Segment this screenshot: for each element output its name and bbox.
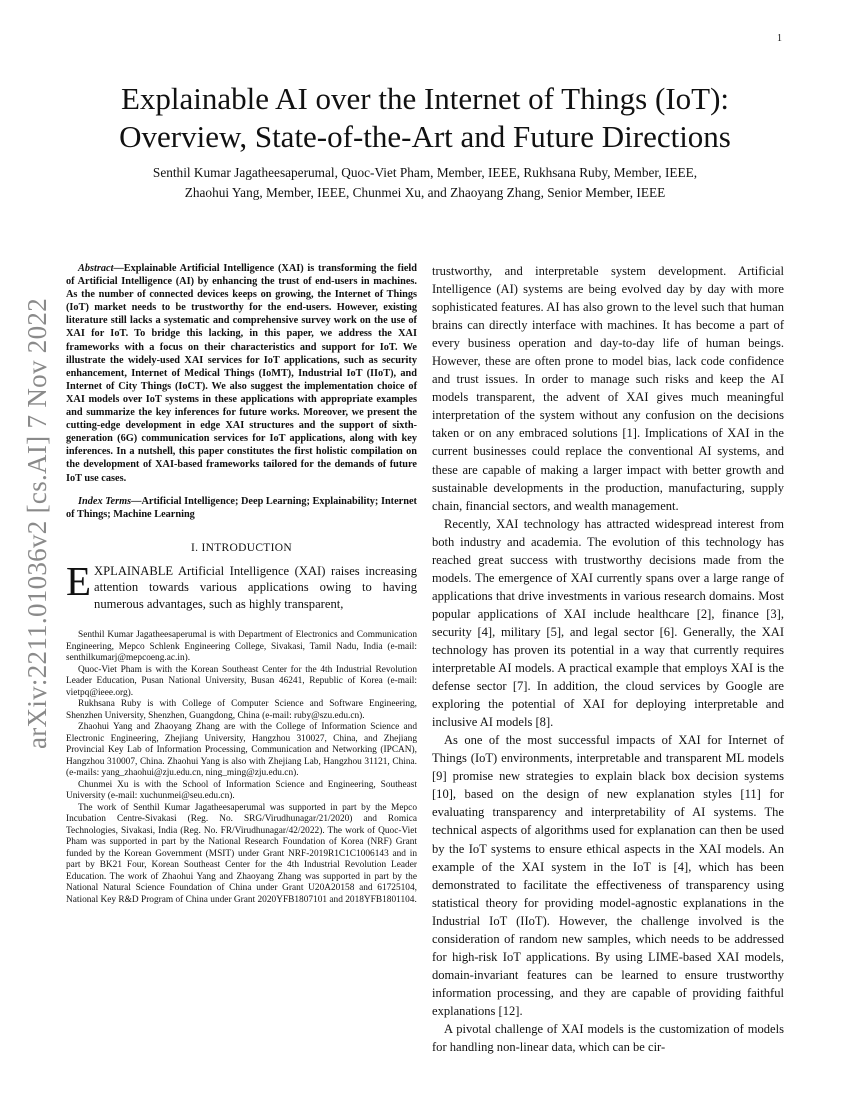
title-line-1: Explainable AI over the Internet of Things (IoT):	[120, 81, 730, 116]
footnote: Quoc-Viet Pham is with the Korean Southeast Center for the 4th Industrial Revolution Leader Education, Pusan National University, Busan 46241, Republic of Korea (e-mail: vietpq@ieee.org).	[66, 664, 417, 698]
abstract-label: Abstract	[78, 263, 114, 274]
footnote: Senthil Kumar Jagatheesaperumal is with Department of Electronics and Communication Engineering, Mepco Schlenk Engineering College, Sivakasi, Tamil Nadu, India (e-mail: senthilkumarj@mepcoeng.ac.in).	[66, 630, 417, 664]
abstract	[66, 262, 417, 485]
intro-text: XPLAINABLE Artificial Intelligence (XAI) raises increasing attention towards various applications owing to having numerous advantages, such as highly transparent,	[94, 563, 417, 611]
body-paragraph: trustworthy, and interpretable system development. Artificial Intelligence (AI) systems are being evolved day by day with more sophisticated features. AI has also grown to the level such that human brains can directly interface with machines. It has become a part of every business operation and day-to-day life of human beings. However, these are often prone to model bias, lack code confidence and trust issues. In order to manage such risks and keep the AI models transparent, the advent of XAI gives much meaningful interpretation of the system without any confusion on the decisions taken or on any embraced solutions [1]. Implications of XAI in the current businesses could replace the conventional AI systems, and these are capable of making a larger impact with better growth and sustainable developments in the production, manufacturing, supply chain, financial sectors, and wealth management.	[432, 264, 784, 513]
footnote: Chunmei Xu is with the School of Information Science and Engineering, Southeast University (e-mail: xuchunmei@seu.edu.cn).	[66, 779, 417, 802]
body-paragraph: As one of the most successful impacts of XAI for Internet of Things (IoT) environments, interpretable and transparent ML models [9] promise new strategies to explain black box decision systems [10], based on the design of new explanation styles [11] for evaluating transparency and interpretability of AI systems. The technical aspects of algorithms used for explanation can then be used by the IoT systems to ensure ethical aspects in the XAI models. An example of the XAI system in the IoT is [4], which has been demonstrated to facilitate the effectiveness of transparency using statistical theory for providing model-agnostic explanations in the Industrial IoT (IIoT). However, the challenge involved is the consideration of random new samples, which needs to be addressed for high-risk IoT applications. By using LIME-based XAI models, domain-invariant features can be learned to ensure trustworthy information processing, and they are capable of providing faithful explanations [12].	[432, 733, 784, 1018]
abstract-text: —Explainable Artificial Intelligence (XAI) is transforming the field of Artificial Intelligence (AI) by enhancing the trust of end-users in machines. As the number of connected devices keeps on growing, the Internet of Things (IoT) market needs to be trustworthy for the end-users. However, existing literature still lacks a systematic and comprehensive survey work on the use of XAI for IoT. To bridge this lacking, in this paper, we address the XAI frameworks with a focus on their characteristics and support for IoT. We illustrate the widely-used XAI services for IoT applications, such as security enhancement, Internet of Medical Things (IoMT), Industrial IoT (IIoT), and Internet of City Things (IoCT). We also suggest the implementation choice of XAI models over IoT systems in these applications with appropriate examples and summarize the key inferences for future works. Moreover, we present the cutting-edge development in edge XAI structures and the support of sixth-generation (6G) communication services for IoT applications, along with key inferences. In a nutshell, this paper constitutes the first holistic compilation on the development of XAI-based frameworks tailored for the demands of future IoT use cases.	[66, 263, 417, 484]
body-paragraph: A pivotal challenge of XAI models is the customization of models for handling non-linear data, which can be cir-	[432, 1021, 784, 1055]
author-list	[60, 163, 790, 202]
intro-paragraph	[66, 557, 417, 613]
index-terms	[66, 495, 417, 521]
left-column	[66, 262, 417, 906]
drop-cap: E	[66, 557, 92, 604]
index-terms-text: —Artificial Intelligence; Deep Learning; Explainability; Internet of Things; Machine Learning	[66, 495, 417, 520]
authors-line-1: Senthil Kumar Jagatheesaperumal, Quoc-Viet Pham, Member, IEEE, Rukhsana Ruby, Member, IEEE,	[152, 165, 698, 180]
body-paragraph: Recently, XAI technology has attracted widespread interest from both industry and academia. The evolution of this technology has reached great success with trustworthy decisions made from the models. The emergence of XAI currently spans over a large range of applications that drive investments in various research domains. Most popular applications of XAI include healthcare [2], finance [3], security [4], military [5], and legal sector [6]. Generally, the XAI technology has proven its potential in a way that currently requires interpretable AI models. A practical example that employs XAI is the defense sector [7]. In addition, the cloud services by Google are exploring the potential of XAI for deploying interpretable and inclusive AI models [8].	[432, 516, 784, 730]
paper-title	[60, 80, 790, 156]
section-heading: I. INTRODUCTION	[191, 541, 292, 554]
right-column	[432, 262, 784, 1056]
index-terms-label: Index Terms	[78, 495, 132, 507]
footnote: Zhaohui Yang and Zhaoyang Zhang are with the College of Information Science and Electronic Engineering, Zhejiang University, Hangzhou 310027, China, and Zhejiang Provincial Key Lab of Information Processing, Communication and Networking (IPCAN), Hangzhou 310007, China. Zhaohui Yang is also with Zhejiang Lab, Hangzhou 31121, China.(e-mails: yang_zhaohui@zju.edu.cn, ning_ming@zju.edu.cn).	[66, 722, 417, 779]
title-line-2: Overview, State-of-the-Art and Future Directions	[119, 119, 731, 154]
footnotes	[66, 630, 417, 906]
footnote: Rukhsana Ruby is with College of Computer Science and Software Engineering, Shenzhen University, Shenzhen, Guangdong, China (e-mail: ruby@szu.edu.cn).	[66, 699, 417, 721]
arxiv-stamp: arXiv:2211.01036v2 [cs.AI] 7 Nov 2022	[22, 298, 52, 750]
footnote: The work of Senthil Kumar Jagatheesaperumal was supported in part by the Mepco Incubation Centre-Sivakasi (Reg. No. SRG/Virudhunagar/21/2020) and Romica Technologies, Sivakasi, India (Reg. No. FR/Virudhunagar/42/2022). The work of Quoc-Viet Pham was supported in part by the National Research Foundation of Korea (NRF) Grant funded by the Korean Government (MSIT) under Grant NRF-2019R1C1C1006143 and in part by BK21 Four, Korean Southeast Center for the 4th Industrial Revolution Leader Education. The work of Zhaohui Yang and Zhaoyang Zhang was supported in part by the National Natural Science Foundation of China under Grant U20A20158 and 61725104, National Key R&D Program of China under Grant 2020YFB1807101 and 2018YFB1801104.	[66, 802, 417, 905]
authors-line-2: Zhaohui Yang, Member, IEEE, Chunmei Xu, and Zhaoyang Zhang, Senior Member, IEEE	[184, 184, 666, 200]
page-number: 1	[777, 33, 782, 44]
